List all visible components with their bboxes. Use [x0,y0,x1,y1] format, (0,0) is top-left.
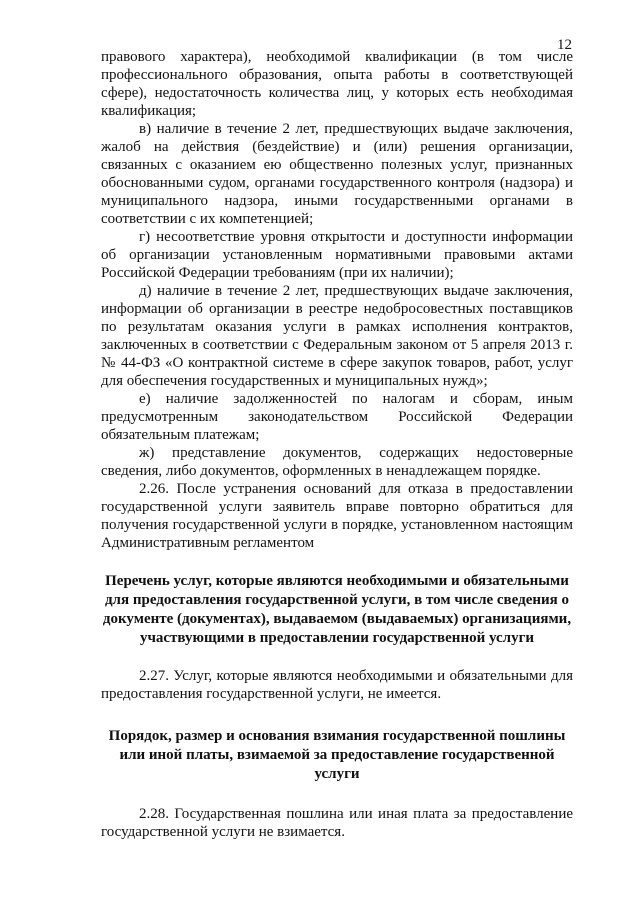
paragraph-item-v: в) наличие в течение 2 лет, предшествующих выдаче заключения, жалоб на действия (бездействие) и (или) решения организации, связанных с оказанием ею общественно полезных услуг, признанных обоснованными судом, органами государственного контроля (надзора) и муниципального надзора, иными государственными органами в соответствии с их компетенцией; [101,121,573,227]
spacer [101,784,573,805]
spacer [101,648,573,667]
paragraph-item-e: е) наличие задолженностей по налогам и сборам, иным предусмотренным законодательством Российской Федерации обязательным платежам; [101,391,573,443]
paragraph-2-27: 2.27. Услуг, которые являются необходимыми и обязательными для предоставления государственной услуги, не имеется. [101,668,573,702]
page-number: 12 [557,37,572,53]
spacer [101,703,573,727]
paragraph-item-d: д) наличие в течение 2 лет, предшествующих выдаче заключения, информации об организации в реестре недобросовестных поставщиков по результатам оказания услуги в рамках исполнения контрактов, заключенных в соответствии с Федеральным законом от 5 апреля 2013 г. № 44-ФЗ «О контрактной системе в сфере закупок товаров, работ, услуг для обеспечения государственных и муниципальных нужд»; [101,283,573,389]
section-heading-state-fee: Порядок, размер и основания взимания государственной пошлины или иной платы, взимаемой за предоставление государственной услуги [108,728,566,782]
paragraph-2-28: 2.28. Государственная пошлина или иная плата за предоставление государственной услуги не взимается. [101,806,573,840]
paragraph-item-zh: ж) представление документов, содержащих недостоверные сведения, либо документов, оформленных в ненадлежащем порядке. [101,445,573,479]
paragraph-continuation: правового характера), необходимой квалификации (в том числе профессионального образования, опыта работы в соответствующей сфере), недостаточность количества лиц, у которых есть необходимая квалификация; [101,49,573,119]
paragraph-2-26: 2.26. После устранения оснований для отказа в предоставлении государственной услуги заявитель вправе повторно обратиться для получения государственной услуги в порядке, установленном настоящим Административным регламентом [101,481,573,551]
document-body [101,48,573,841]
paragraph-item-g: г) несоответствие уровня открытости и доступности информации об организации установленным нормативными правовыми актами Российской Федерации требованиям (при их наличии); [101,229,573,281]
spacer [101,552,573,572]
section-heading-required-services: Перечень услуг, которые являются необходимыми и обязательными для предоставления государственной услуги, в том числе сведения о документе (документах), выдаваемом (выдаваемых) организациями, участвующими в предоставлении государственной услуги [102,573,572,646]
